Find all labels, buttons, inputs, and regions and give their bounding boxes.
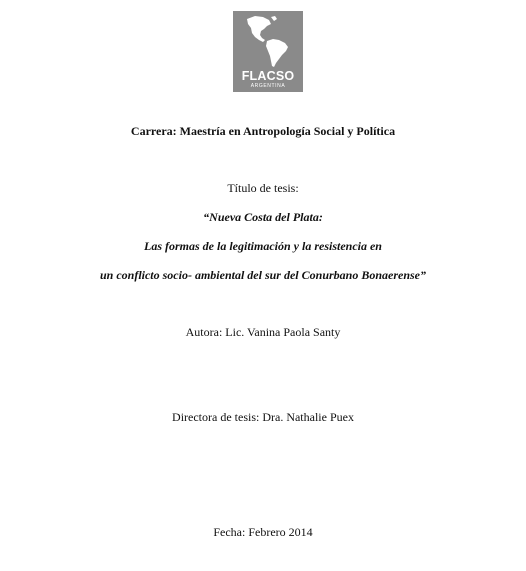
- thesis-label: Título de tesis:: [227, 181, 299, 195]
- author-line: Autora: Lic. Vanina Paola Santy: [185, 325, 341, 339]
- career-line: Carrera: Maestría en Antropología Social y Política: [130, 124, 396, 138]
- logo-subtitle: ARGENTINA: [250, 83, 286, 89]
- flacso-logo: [233, 11, 303, 92]
- americas-map-icon: [233, 11, 303, 71]
- director-line: Directora de tesis: Dra. Nathalie Puex: [172, 410, 354, 424]
- thesis-title-line-3: un conflicto socio- ambiental del sur del Conurbano Bonaerense”: [99, 268, 427, 282]
- logo-name: FLACSO: [241, 69, 295, 83]
- thesis-title-line-1: “Nueva Costa del Plata:: [203, 210, 323, 224]
- thesis-title-line-2: Las formas de la legitimación y la resistencia en: [144, 239, 382, 253]
- date-line: Fecha: Febrero 2014: [213, 525, 313, 539]
